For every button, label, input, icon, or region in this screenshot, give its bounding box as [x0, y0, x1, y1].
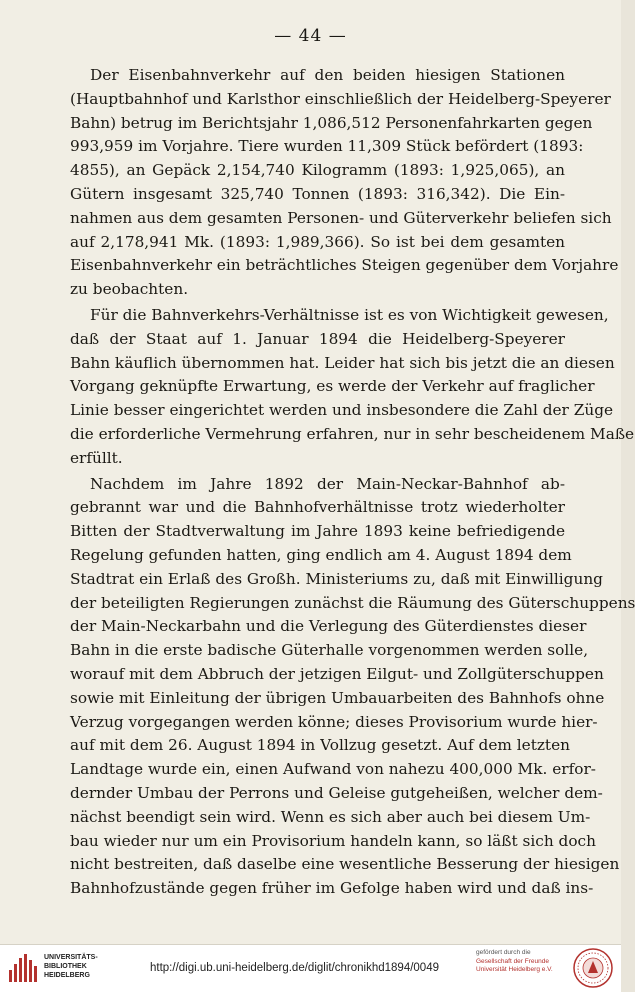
text-line: gebrannt war und die Bahnhofverhältnisse trotz wiederholter — [70, 498, 565, 517]
text-line: Regelung gefunden hatten, ging endlich am 4. August 1894 dem — [70, 545, 572, 564]
viewer-footer — [0, 944, 621, 992]
text-line: daß der Staat auf 1. Januar 1894 die Heidelberg-Speyerer — [70, 329, 565, 348]
text-line: der Main-Neckarbahn und die Verlegung des Güterdienstes dieser — [70, 617, 587, 636]
text-line: Der Eisenbahnverkehr auf den beiden hiesigen Stationen — [90, 66, 565, 84]
text-line: erfüllt. — [70, 448, 123, 467]
text-line: auf mit dem 26. August 1894 in Vollzug gesetzt. Auf dem letzten — [70, 736, 570, 755]
page-number: — 44 — — [274, 26, 347, 46]
university-seal-icon — [572, 947, 614, 989]
text-line: die erforderliche Vermehrung erfahren, nur in sehr bescheidenem Maße — [70, 424, 635, 443]
text-line: Eisenbahnverkehr ein beträchtliches Steigen gegenüber dem Vorjahre — [70, 256, 619, 275]
text-line: Linie besser eingerichtet werden und insbesondere die Zahl der Züge — [70, 401, 614, 420]
text-line: Bitten der Stadtverwaltung im Jahre 1893 keine befriedigende — [70, 522, 565, 541]
sponsor-intro: gefördert durch die — [476, 949, 531, 956]
text-line: nicht bestreiten, daß daselbe eine wesentliche Besserung der hiesigen — [70, 855, 620, 874]
sponsor-note — [476, 949, 568, 975]
text-line: Bahnhofzustände gegen früher im Gefolge haben wird und daß ins- — [70, 879, 594, 898]
text-line: 993,959 im Vorjahre. Tiere wurden 11,309 Stück befördert (1893: — [70, 137, 584, 156]
text-line: (Hauptbahnhof und Karlsthor einschließlich der Heidelberg-Speyerer — [70, 89, 611, 108]
text-line: nächst beendigt sein wird. Wenn es sich aber auch bei diesem Um- — [70, 807, 591, 826]
text-line: nahmen aus dem gesamten Personen- und Güterverkehr beliefen sich — [70, 208, 612, 227]
text-line: Für die Bahnverkehrs-Verhältnisse ist es von Wichtigkeit gewesen, — [90, 305, 609, 324]
text-line: sowie mit Einleitung der übrigen Umbauarbeiten des Bahnhofs ohne — [70, 688, 605, 707]
text-line: Vorgang geknüpfte Erwartung, es werde der Verkehr auf fraglicher — [70, 377, 595, 396]
library-name-line: BIBLIOTHEK — [44, 963, 87, 970]
text-line: Verzug vorgegangen werden könne; dieses Provisorium wurde hier- — [70, 712, 598, 731]
text-line: Bahn käuflich übernommen hat. Leider hat sich bis jetzt die an diesen — [70, 353, 615, 372]
permalink-url[interactable]: http://digi.ub.uni-heidelberg.de/diglit/chronikhd1894/0049 — [150, 962, 439, 974]
text-line: Landtage wurde ein, einen Aufwand von nahezu 400,000 Mk. erfor- — [70, 760, 596, 779]
text-line: Bahn) betrug im Berichtsjahr 1,086,512 Personenfahrkarten gegen — [70, 113, 593, 132]
university-library-logo-icon — [6, 950, 42, 986]
sponsor-name-line: Universität Heidelberg e.V. — [476, 966, 553, 973]
text-line: zu beobachten. — [70, 280, 189, 299]
text-line: Nachdem im Jahre 1892 der Main-Neckar-Bahnhof ab- — [90, 474, 565, 493]
text-line: Gütern insgesamt 325,740 Tonnen (1893: 316,342). Die Ein- — [70, 184, 565, 203]
text-line: worauf mit dem Abbruch der jetzigen Eilgut- und Zollgüterschuppen — [70, 664, 604, 683]
library-name — [44, 953, 98, 980]
text-line: bau wieder nur um ein Provisorium handeln kann, so läßt sich doch — [70, 831, 596, 850]
text-line: Stadtrat ein Erlaß des Großh. Ministeriums zu, daß mit Einwilligung — [70, 569, 603, 588]
sponsor-name-line: Gesellschaft der Freunde — [476, 957, 549, 965]
body-text — [70, 64, 635, 901]
text-line: dernder Umbau der Perrons und Geleise gutgeheißen, welcher dem- — [70, 783, 603, 802]
library-name-line: HEIDELBERG — [44, 972, 90, 979]
text-line: auf 2,178,941 Mk. (1893: 1,989,366). So ist bei dem gesamten — [70, 232, 565, 251]
text-line: der beteiligten Regierungen zunächst die Räumung des Güterschuppens — [70, 593, 635, 612]
text-line: 4855), an Gepäck 2,154,740 Kilogramm (1893: 1,925,065), an — [70, 161, 565, 180]
text-line: Bahn in die erste badische Güterhalle vorgenommen werden solle, — [70, 641, 589, 660]
library-name-line: UNIVERSITÄTS- — [44, 954, 98, 961]
